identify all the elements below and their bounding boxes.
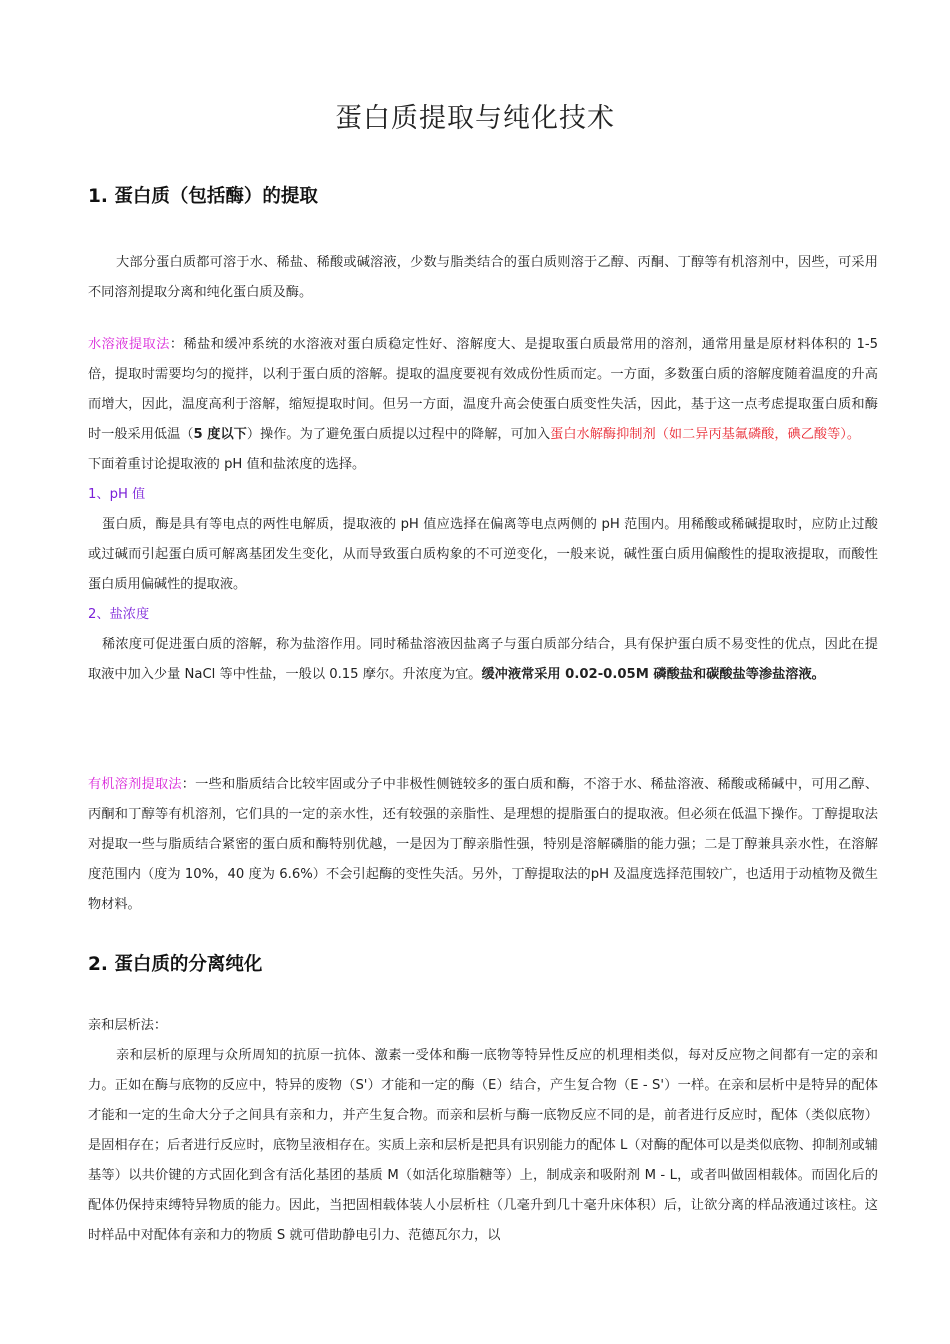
water-extraction-text-2: ）操作。为了避免蛋白质提以过程中的降解，可加入 [246,427,551,442]
salt-paragraph [88,630,878,690]
water-extraction-block [88,330,878,690]
ph-subheading: 1、pH 值 [88,487,146,502]
organic-extraction-paragraph [88,770,878,920]
protease-inhibitor-note: 蛋白水解酶抑制剂（如二异丙基氟磷酸，碘乙酸等）。 [550,427,861,442]
section-heading-purification: 2. 蛋白质的分离纯化 [88,954,263,975]
organic-extraction-label: 有机溶剂提取法 [88,777,182,792]
intro-paragraph-block [88,248,878,308]
section-heading-extraction: 1. 蛋白质（包括酶）的提取 [88,186,318,207]
organic-extraction-text: ：一些和脂质结合比较牢固或分子中非极性侧链较多的蛋白质和酶，不溶于水、稀盐溶液、稀酸或稀碱中，可用乙醇、丙酮和丁醇等有机溶剂，它们具的一定的亲水性，还有较强的亲脂性、是理想的提脂蛋白的提取液。但必须在低温下操作。丁醇提取法对提取一些与脂质结合紧密的蛋白质和酶特别优越，一是因为丁醇亲脂性强，特别是溶解磷脂的能力强；二是丁醇兼具亲水性，在溶解度范围内（度为 10%，40 度为 6.6%）不会引起酶的变性失活。另外，丁醇提取法的pH 及温度选择范围较广，也适用于动植物及微生物材料。 [88,777,879,912]
low-temp-emphasis: 5 度以下 [193,427,247,442]
affinity-paragraph: 亲和层析的原理与众所周知的抗原一抗体、激素一受体和酶一底物等特异性反应的机理相类似，每对反应物之间都有一定的亲和力。正如在酶与底物的反应中，特异的废物（S'）才能和一定的酶（E）结合，产生复合物（E - S'）一样。在亲和层析中是特异的配体才能和一定的生命大分子之间具有亲和力，并产生复合物。而亲和层析与酶一底物反应不同的是，前者进行反应时，配体（类似底物）是固相存在；后者进行反应时，底物呈液相存在。实质上亲和层析是把具有识别能力的配体 L（对酶的配体可以是类似底物、抑制剂或辅基等）以共价键的方式固化到含有活化基团的基质 M（如活化琼脂糖等）上，制成亲和吸附剂 M - L，或者叫做固相载体。而固化后的配体仍保持束缚特异物质的能力。因此，当把固相载体装人小层析柱（几毫升到几十毫升床体积）后，让欲分离的样品液通过该柱。这时样品中对配体有亲和力的物质 S 就可借助静电引力、范德瓦尔力，以 [88,1048,878,1243]
intro-paragraph: 大部分蛋白质都可溶于水、稀盐、稀酸或碱溶液，少数与脂类结合的蛋白质则溶于乙醇、丙酮、丁醇等有机溶剂中，因些，可采用不同溶剂提取分离和纯化蛋白质及酶。 [88,255,878,300]
affinity-label: 亲和层析法： [88,1018,168,1033]
ph-paragraph: 蛋白质，酶是具有等电点的两性电解质，提取液的 pH 值应选择在偏离等电点两侧的 pH 范围内。用稀酸或稀碱提取时，应防止过酸或过碱而引起蛋白质可解离基团发生变化，从而导致蛋白质构象的不可逆变化，一般来说，碱性蛋白质用偏酸性的提取液提取，而酸性蛋白质用偏碱性的提取液。 [88,517,878,592]
document-title: 蛋白质提取与纯化技术 [335,103,615,134]
water-extraction-paragraph [88,330,878,450]
affinity-block [88,1011,878,1251]
water-extraction-text: ：稀盐和缓冲系统的水溶液对蛋白质稳定性好、溶解度大、是提取蛋白质最常用的溶剂，通常用量是原材料体积的 1-5 倍，提取时需要均匀的搅拌，以利于蛋白质的溶解。提取的温度要视有效成份性质而定。一方面，多数蛋白质的溶解度随着温度的升高而增大，因此，温度高利于溶解，缩短提取时间。但另一方面，温度升高会使蛋白质变性失活，因此，基于这一点考虑提取蛋白质和酶时一般采用低温（ [88,337,878,442]
salt-subheading: 2、盐浓度 [88,607,150,622]
salt-text: 稀浓度可促进蛋白质的溶解，称为盐溶作用。同时稀盐溶液因盐离子与蛋白质部分结合，具有保护蛋白质不易变性的优点，因此在提取液中加入少量 NaCl 等中性盐，一般以 0.15 摩尔。升浓度为宜。 [88,637,878,682]
buffer-emphasis: 缓冲液常采用 0.02-0.05M 磷酸盐和碳酸盐等渗盐溶液。 [481,667,825,682]
organic-extraction-block [88,770,878,920]
next-discussion-line: 下面着重讨论提取液的 pH 值和盐浓度的选择。 [88,457,366,472]
water-extraction-label: 水溶液提取法 [88,337,170,352]
